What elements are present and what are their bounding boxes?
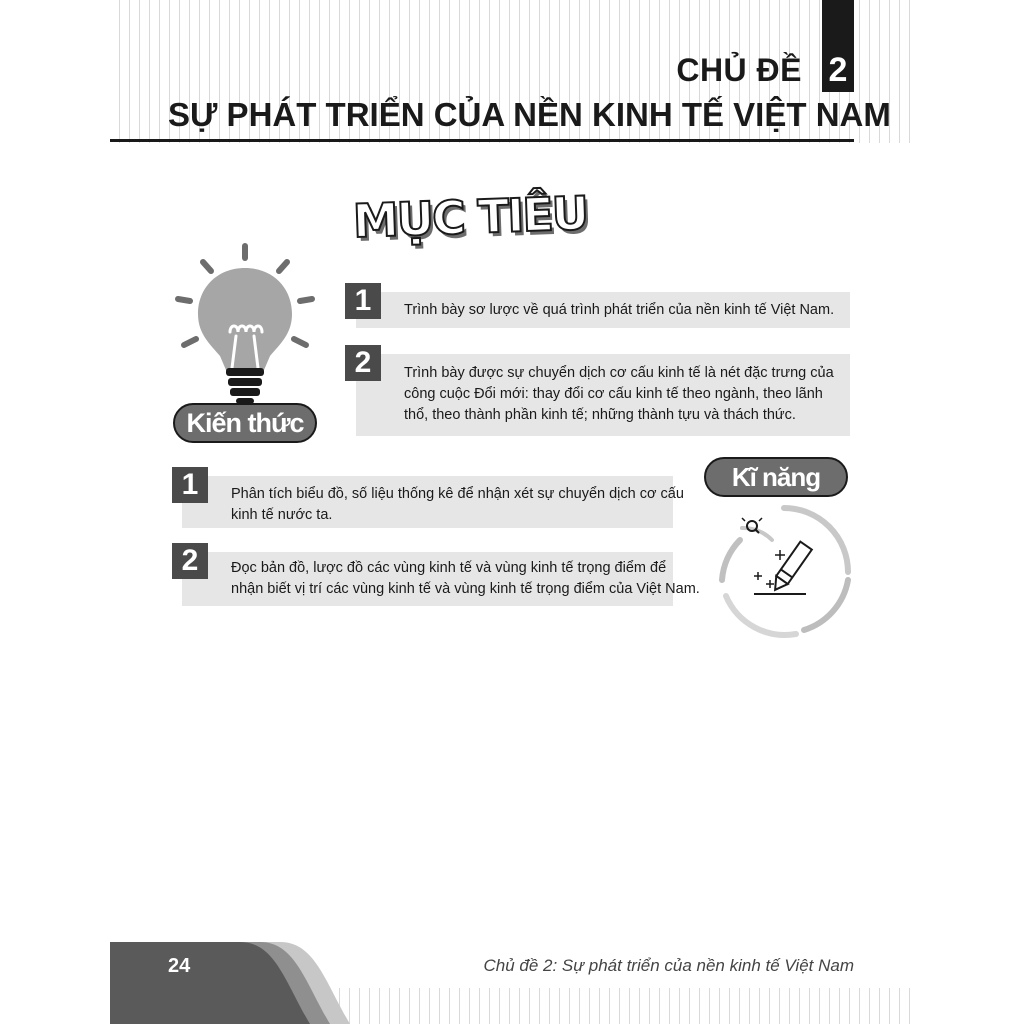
text-line: nhận biết vị trí các vùng kinh tế và vùng kinh tế trọng điểm của Việt Nam. xyxy=(231,581,700,597)
text-line: kinh tế nước ta. xyxy=(231,507,333,523)
objectives-title: MỤC TIÊU xyxy=(352,185,588,249)
topic-number: 2 xyxy=(828,51,848,89)
skills-item-2-number: 2 xyxy=(172,543,208,579)
skills-label: Kĩ năng xyxy=(704,457,848,497)
footer-page-tab xyxy=(110,942,350,1024)
knowledge-label: Kiến thức xyxy=(173,403,317,443)
header-rule xyxy=(110,139,854,142)
page-title: SỰ PHÁT TRIỂN CỦA NỀN KINH TẾ VIỆT NAM xyxy=(168,96,891,133)
knowledge-item-2-text xyxy=(404,363,834,426)
skills-item-1-number: 1 xyxy=(172,467,208,503)
page-number: 24 xyxy=(168,955,191,977)
footer-running-title: Chủ đề 2: Sự phát triển của nền kinh tế Việt Nam xyxy=(483,956,854,975)
skills-item-1-text xyxy=(231,484,684,526)
topic-label: CHỦ ĐỀ xyxy=(676,52,802,88)
text-line: Đọc bản đồ, lược đồ các vùng kinh tế và vùng kinh tế trọng điểm để xyxy=(231,560,667,576)
lightbulb-icon xyxy=(170,238,320,408)
pencil-icon xyxy=(712,500,856,640)
knowledge-item-1-number: 1 xyxy=(345,283,381,319)
text-line: Trình bày được sự chuyển dịch cơ cấu kinh tế là nét đặc trưng của xyxy=(404,365,834,381)
text-line: Phân tích biểu đồ, số liệu thống kê để nhận xét sự chuyển dịch cơ cấu xyxy=(231,486,684,502)
text-line: thổ, theo thành phần kinh tế; những thành tựu và thách thức. xyxy=(404,407,796,423)
text-line: công cuộc Đổi mới: thay đổi cơ cấu kinh tế theo ngành, theo lãnh xyxy=(404,386,823,402)
knowledge-item-1-text: Trình bày sơ lược về quá trình phát triển của nền kinh tế Việt Nam. xyxy=(404,302,835,318)
skills-item-2-text xyxy=(231,558,700,600)
knowledge-item-2-number: 2 xyxy=(345,345,381,381)
